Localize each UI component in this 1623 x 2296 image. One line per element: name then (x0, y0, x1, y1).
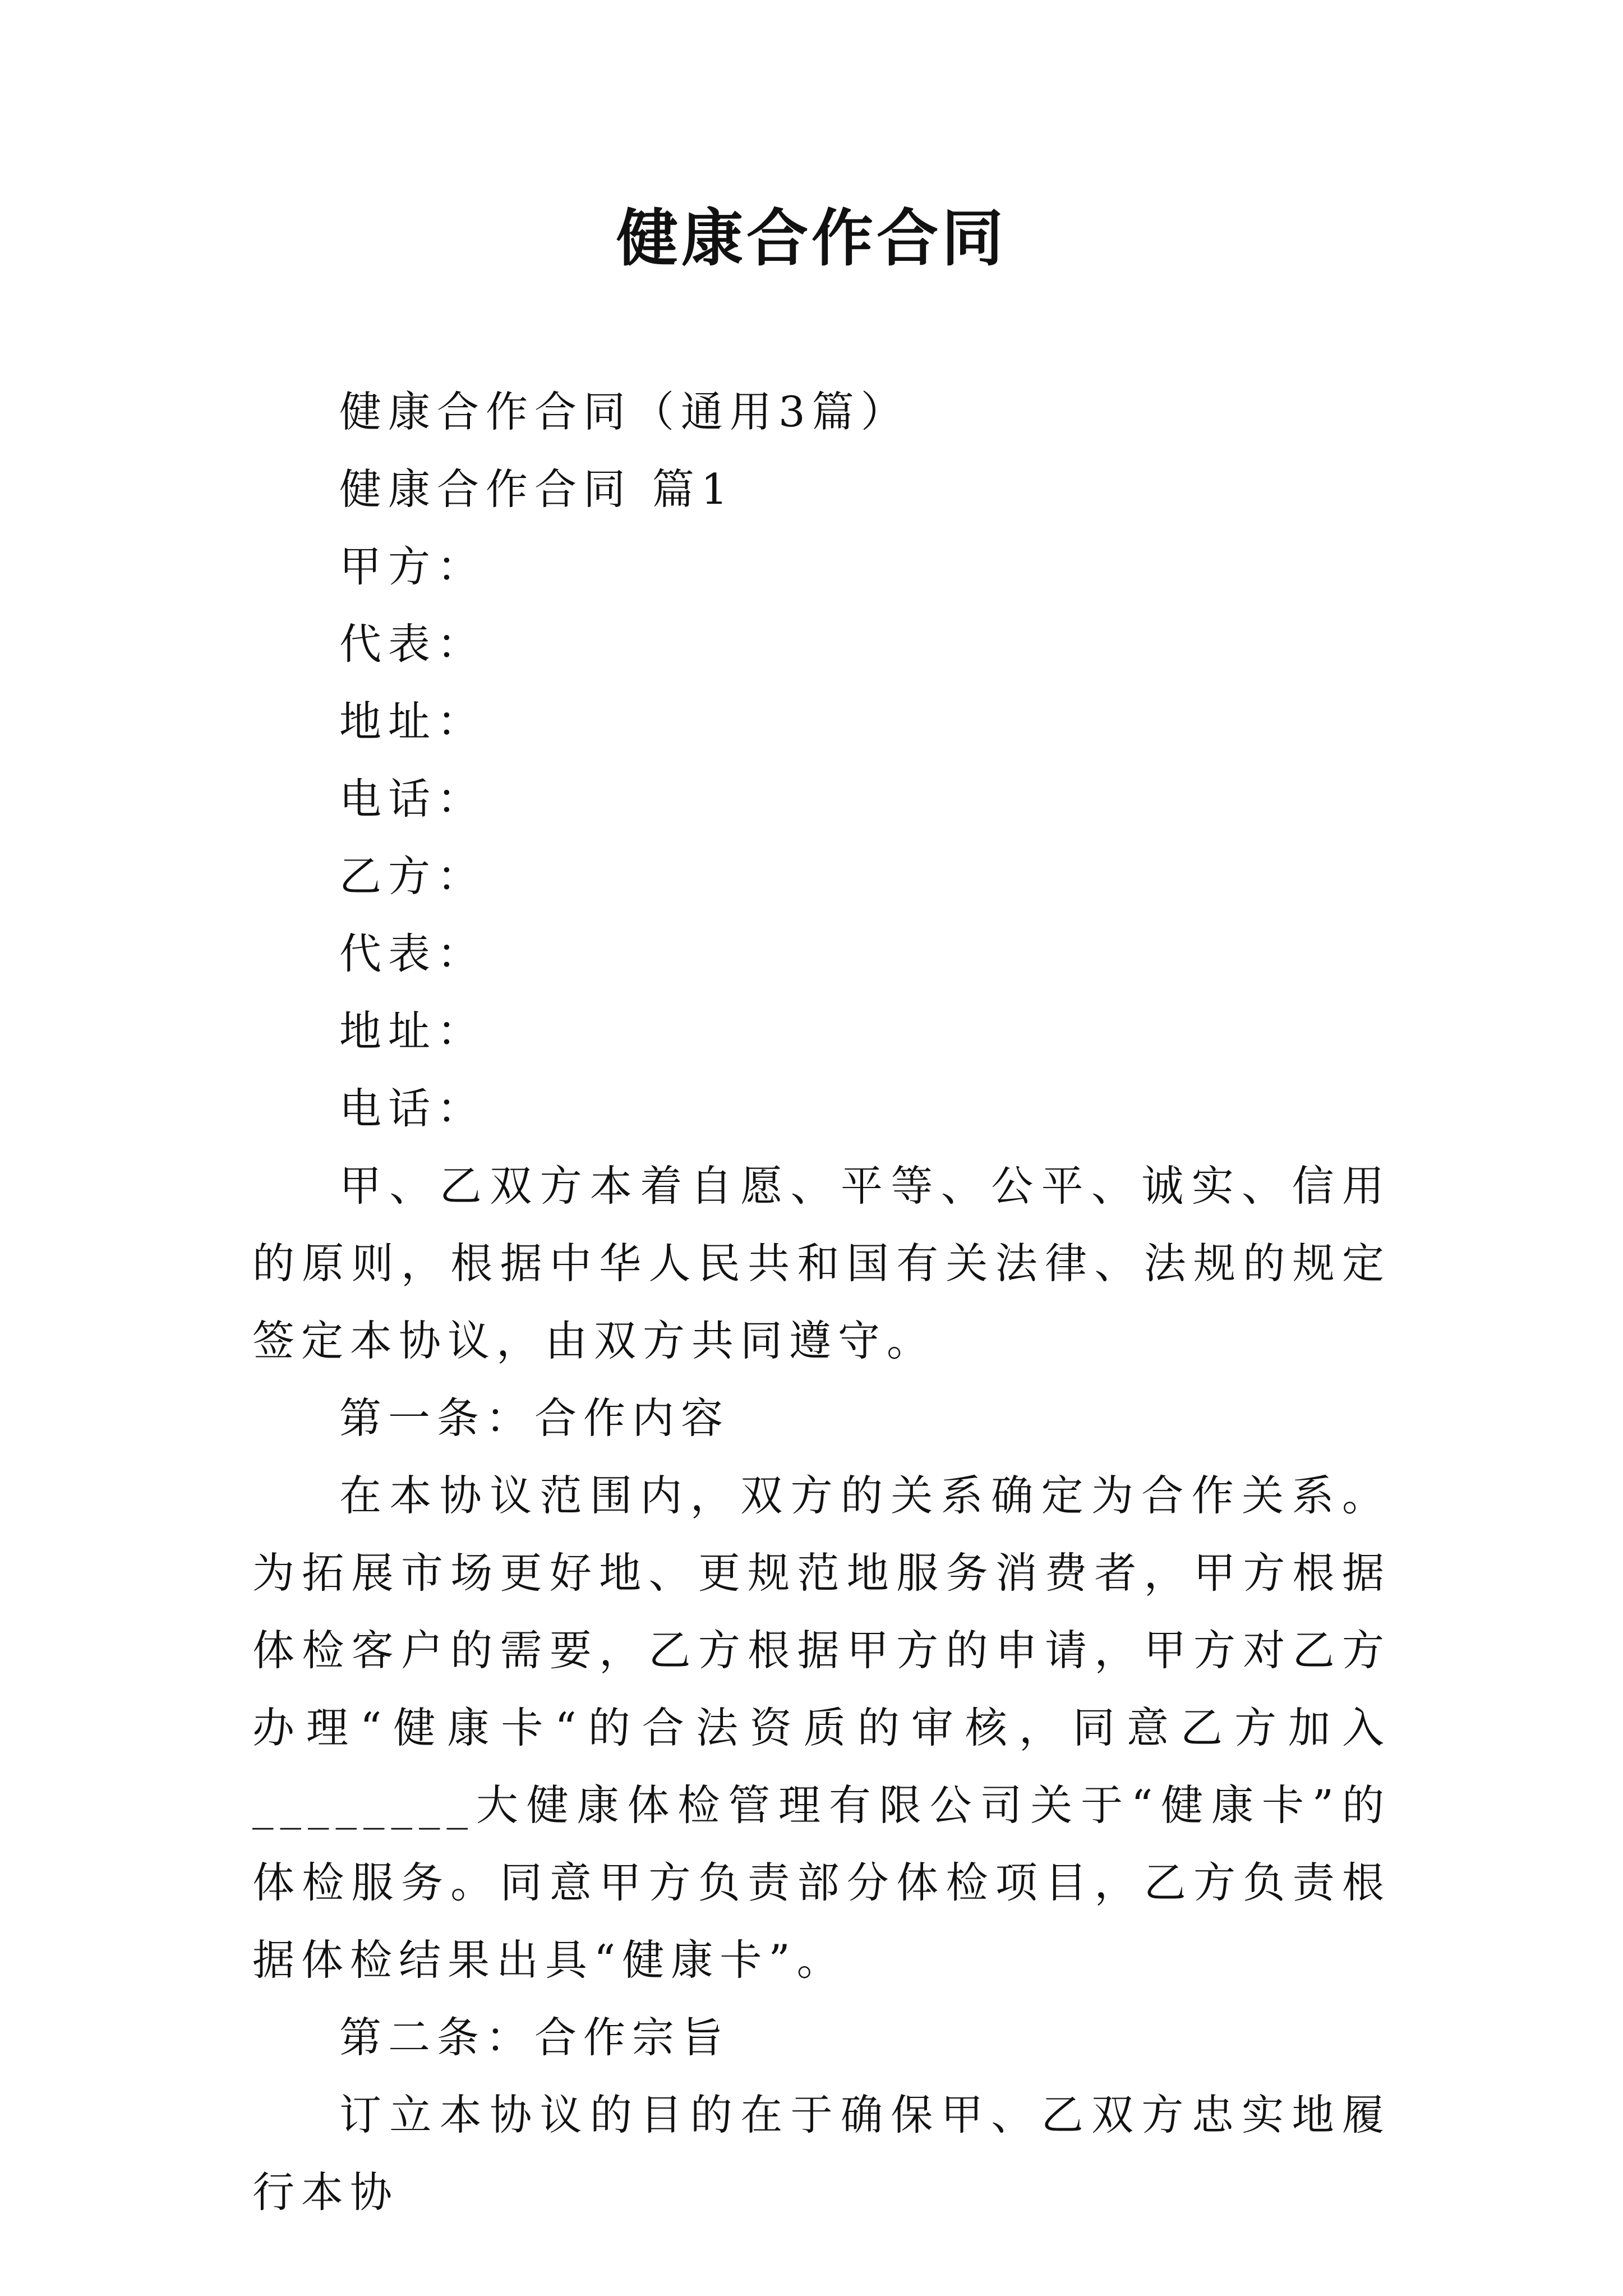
document-subtitle: 健康合作合同（通用3篇） (339, 387, 910, 436)
preamble-paragraph: 甲、乙双方本着自愿、平等、公平、诚实、信用的原则，根据中华人民共和国有关法律、法规的规定签定本协议，由双方共同遵守。 (252, 1161, 1391, 1365)
article-2-heading: 第二条：合作宗旨 (339, 2013, 730, 2062)
party-b-address: 地址： (339, 1006, 486, 1056)
article-1-paragraph: 在本协议范围内，双方的关系确定为合作关系。为拓展市场更好地、更规范地服务消费者，甲方根据体检客户的需要，乙方根据甲方的申请，甲方对乙方办理“健康卡“的合法资质的审核，同意乙方加入________大健康体检管理有限公司关于“健康卡”的体检服务。同意甲方负责部分体检项目，乙方负责根据体检结果出具“健康卡”。 (252, 1471, 1391, 1985)
document-body (252, 373, 1391, 2231)
party-a-label: 甲方： (339, 542, 486, 591)
section-heading: 健康合作合同 篇1 (339, 464, 735, 514)
party-b-representative: 代表： (339, 929, 486, 978)
article-1-heading: 第一条：合作内容 (339, 1393, 730, 1443)
party-a-phone: 电话： (339, 774, 486, 823)
party-b-label: 乙方： (339, 852, 486, 901)
document-title: 健康合作合同 (616, 203, 1007, 274)
article-2-paragraph: 订立本协议的目的在于确保甲、乙双方忠实地履行本协 (252, 2090, 1391, 2217)
party-a-representative: 代表： (339, 619, 486, 669)
party-b-phone: 电话： (339, 1084, 486, 1133)
party-a-address: 地址： (339, 697, 486, 746)
